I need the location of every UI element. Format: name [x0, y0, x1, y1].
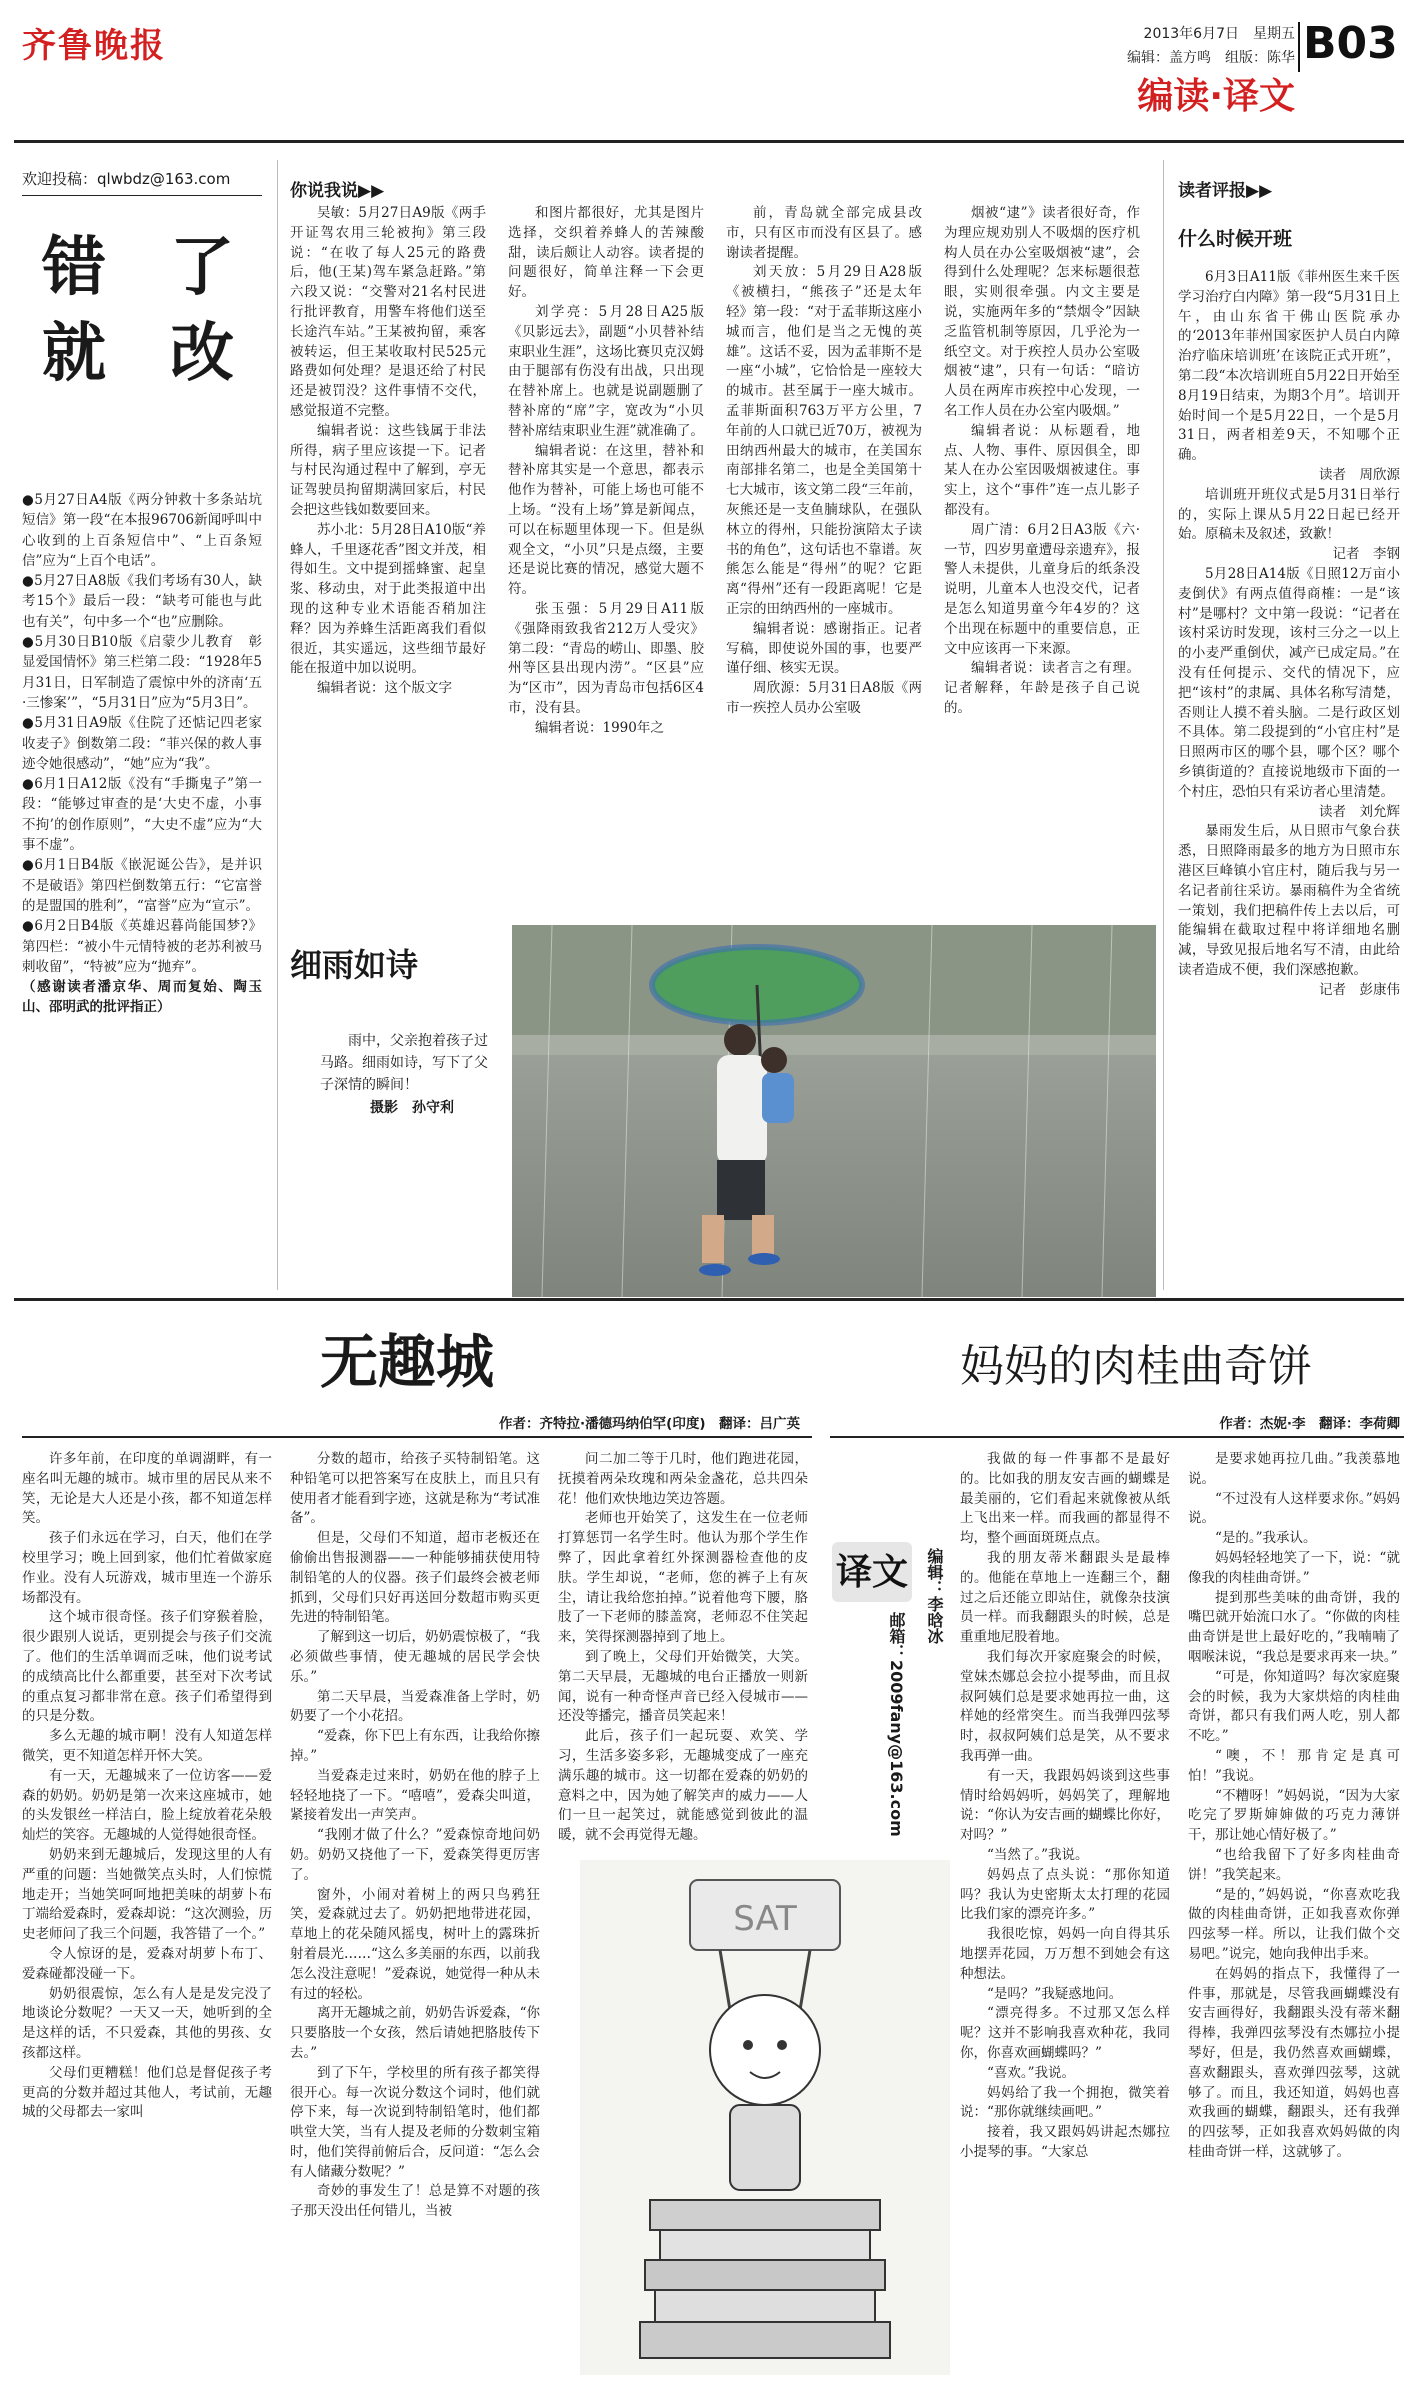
story2-para: 我的朋友蒂米翻跟头是最棒的。他能在草地上一连翻三个，翻过之后还能立即站住，就像杂技演员一样。而我翻跟头的时候，总是重重地尼股着地。 [960, 1549, 1170, 1646]
correction-item: ●5月31日A9版《住院了还惦记四老家收麦子》倒数第二段：“菲兴保的救人事迹令她很感动”，“她”应为“我”。 [22, 715, 262, 772]
story1-para: 奶奶很震惊，怎么有人是是发完没了地谈论分数呢？一天又一天，她听到的全是这样的话，不只爱森，其他的男孩、女孩都这样。 [22, 1985, 272, 2061]
story1-col3 [558, 1450, 808, 1850]
readers-say-para: 苏小北：5月28日A10版“养蜂人，千里逐花香”图文并茂，相得如生。文中提到摇蜂蜜、起皇浆、移动虫，对于此类报道中出现的这种专业术语能否稍加注释？因为养蜂生活距离我们看似很近，其实遥远，这些细节最好能在报道中加以说明。 [290, 521, 486, 677]
story1-col2 [290, 1450, 540, 2375]
readers-say-para: 烟被“逮”》读者很好奇，作为理应规劝别人不吸烟的医疗机构人员在办公室吸烟被“逮”，会得到什么处理呢？怎来标题很惹眼，实则很牵强。内文主要是说，实施两年多的“禁烟令”因缺乏监管机制等原因，几乎沦为一纸空文。对于疾控人员办公室吸烟被“逮”，只有一句话：“暗访人员在两库市疾控中心发现，一名工作人员在办公室内吸烟。” [944, 205, 1140, 419]
story1-para: 这个城市很奇怪。孩子们穿猴着脸，很少跟别人说话，更别提会与孩子们交流了。他们的生活单调而乏味，他们说考试的成绩高比什么都重要，甚至对下次考试的重点复习都非常在意。孩子们希望得到的只是分数。 [22, 1609, 272, 1725]
story1-rule [22, 1436, 812, 1438]
corrections-thanks: （感谢读者潘京华、周而复始、陶玉山、邵明武的批评指正） [22, 979, 262, 1016]
header-rule [14, 140, 1404, 143]
header-divider [1298, 22, 1300, 72]
story1-para: 窗外，小闹对着树上的两只鸟鸦狂笑，爱森就过去了。奶奶把地带进花园，草地上的花朵随风摇曳，树叶上的露珠折射着晨光……“这么多美丽的东西，以前我怎么没注意呢！”爱森说，她觉得一种从未有过的轻松。 [290, 1886, 540, 2002]
readers-say-col4 [944, 204, 1140, 922]
corrections-title-line1: 错 了 [42, 230, 234, 305]
readers-say-para: 吴敏：5月27日A9版《两手开证驾农用三轮被拘》第三段说：“在收了每人25元的路费后，他(王某)驾车紧急赶路。”第六段又说：“交警对21名村民进行批评教育，用警车将他们送至长途汽车站。”王某被拘留，乘客被转运，但王某收取村民525元路费如何处理？是退还给了村民还是被罚没？这件事情不交代，感觉报道不完整。 [290, 205, 486, 419]
story1-para: 但是，父母们不知道，超市老板还在偷偷出售报测器——一种能够捕获使用特制铅笔的人的仪器。孩子们最终会被老师抓到，父母们只好再送回分数超市购买更先进的特制铅笔。 [290, 1530, 540, 1626]
story2-para: 提到那些美味的曲奇饼，我的嘴巴就开始流口水了。“你做的肉桂曲奇饼是世上最好吃的，”我喃喃了咽喉沫说，“我总是要求再来一块。” [1188, 1589, 1400, 1665]
story1-para: 奇妙的事发生了！总是算不对题的孩子那天没出任何错儿，当被 [290, 2183, 540, 2220]
page-number: B03 [1303, 18, 1398, 69]
readers-say-para: 编辑者说：这个版文字 [317, 680, 452, 697]
commentary-signature: 记者 李钢 [1332, 546, 1400, 563]
story1-para: 当爱森走过来时，奶奶在他的脖子上轻轻地挠了一下。“嘻嘻”，爱森尖叫道，紧接着发出一声笑声。 [290, 1767, 540, 1824]
story2-para: 我做的每一件事都不是最好的。比如我的朋友安吉画的蝴蝶是最美丽的，它们看起来就像被从纸上飞出来一样。而我画的都显得不均，整个画面斑斑点点。 [960, 1451, 1170, 1547]
readers-say-para: 周欣源：5月31日A8版《两市一疾控人员办公室吸 [726, 680, 922, 716]
story2-byline: 作者：杰妮·李 翻译：李荷卿 [1219, 1416, 1400, 1432]
story2-rule [830, 1436, 1404, 1438]
translation-editor: 编辑：李晗冰 [925, 1548, 944, 1644]
readers-say-para: 编辑者说：读者言之有理。记者解释，年龄是孩子自己说的。 [944, 660, 1140, 716]
commentary-signature: 记者 彭康伟 [1319, 981, 1400, 998]
newspaper-logo: 齐鲁晚报 [22, 26, 166, 66]
commentary-para: 6月3日A11版《菲州医生来千医学习治疗白内障》第一段“5月31日上午，由山东省干佛山医院承办的‘2013年菲州国家医护人员白内障治疗临床培训班’在该院正式开班”，第二段“本次培训班自5月22日开始至8月19日结束，为期3个月”。培训开始时间一个是5月22日，一个是5月31日，两者相差9天，不知哪个正确。 [1178, 269, 1400, 464]
story2-col2 [1188, 1450, 1400, 2375]
correction-item: ●6月1日B4版《嵌泥诞公告》，是并识不是破语》第四栏倒数第五行：“它富誉的是盟国的胜利”，“富誉”应为“宣示”。 [22, 857, 262, 914]
student-illustration-image [580, 1860, 950, 2375]
story2-para: 我们每次开家庭聚会的时候，堂妹杰娜总会拉小提琴曲，而且叔叔阿姨们总是要求她再拉一曲，这样她的经常突生。而当我弹四弦琴时，叔叔阿姨们总是笑，从不要求我再弹一曲。 [960, 1648, 1170, 1764]
commentary-reply: 培训班开班仪式是5月31日举行的，实际上课从5月22日起已经开始。原稿未及叙述，致歉！ [1178, 486, 1400, 543]
story2-para: “是吗？”我疑惑地问。 [987, 1985, 1123, 2002]
issue-info [1050, 22, 1295, 70]
story2-col1 [960, 1450, 1170, 2375]
story2-para: 是要求她再拉几曲。”我羡慕地说。 [1188, 1451, 1400, 1487]
rain-photo [512, 925, 1156, 1297]
story1-para: 许多年前，在印度的单调湖畔，有一座名叫无趣的城市。城市里的居民从来不笑，无论是大人还是小孩，都不知道怎样笑。 [22, 1451, 272, 1527]
story2-para: “是的。”我承认。 [1215, 1530, 1317, 1547]
contact-rule [22, 195, 262, 196]
student-illustration [580, 1860, 950, 2375]
readers-say-para: 刘天放：5月29日A28版《被横扫，“熊孩子”还是太年轻》第一段：“对于孟菲斯这座小城而言，他们是当之无愧的英雄”。这话不妥，因为孟菲斯不是一座“小城”，它恰恰是一座较大的城市。甚至属于一座大城市。孟菲斯面积763万平方公里，7年前的人口就已近70万，被视为田纳西州最大的城市，在美国东南部排名第二，也是全美国第十七大城市，该文第二段“三年前，灰熊还是一支鱼腩球队，在强队林立的得州，只能扮演陪太子读书的角色”，这句话也不靠谱。灰熊怎么能是“得州”的呢？它距离“得州”还有一段距离呢！它是正宗的田纳西州的一座城市。 [726, 264, 922, 617]
story2-para: “是的，”妈妈说，“你喜欢吃我做的肉桂曲奇饼，正如我喜欢你弹四弦琴一样。所以，让我们做个交易吧。”说完，她向我伸出手来。 [1188, 1886, 1400, 1962]
story1-para: 令人惊讶的是，爱森对胡萝卜布丁、爱森碰都没碰一下。 [22, 1945, 272, 1982]
story2-para: 我很吃惊，妈妈一向自得其乐地摆弄花园，万万想不到她会有这种想法。 [960, 1926, 1170, 1982]
photo-caption: 雨中，父亲抱着孩子过马路。细雨如诗，写下了父子深情的瞬间！ [320, 1033, 488, 1093]
story2-para: 妈妈给了我一个拥抱，微笑着说：“那你就继续画吧。” [960, 2084, 1170, 2121]
story2-para: “可是，你知道吗？每次家庭聚会的时候，我为大家烘焙的肉桂曲奇饼，都只有我们两人吃，别人都不吃。” [1188, 1668, 1400, 1745]
story2-para: “漂亮得多。不过那又怎么样呢？这并不影响我喜欢种花，我同你，你喜欢画蝴蝶吗？” [960, 2005, 1170, 2061]
section-rule [14, 1298, 1404, 1301]
correction-item: ●5月27日A4版《两分钟救十多条站坑短信》第一段“在本报96706新闻呼叫中心收到的上百条短信中”、“上百条短信”应为“上百个电话”。 [22, 492, 262, 569]
issue-date: 2013年6月7日 星期五 [1143, 26, 1295, 42]
commentary-signature: 读者 周欣源 [1319, 466, 1400, 483]
rain-photo-image [512, 925, 1156, 1297]
section-title: 编读·译文 [1137, 76, 1295, 117]
readers-say-para: 周广清：6月2日A3版《六·一节，四岁男童遭母亲遗弃》，报警人未提供，儿童身后的纸条没说明，儿童本人也没交代，记者是怎么知道男童今年4岁的？这个出现在标题中的重要信息，正文中应该再一下来源。 [944, 521, 1140, 657]
story1-para: 多么无趣的城市啊！没有人知道怎样微笑，更不知道怎样开怀大笑。 [22, 1728, 272, 1764]
story1-para: 第二天早晨，当爱森准备上学时，奶奶要了一个小花招。 [290, 1688, 540, 1725]
correction-item: ●6月1日A12版《没有“手撕鬼子”第一段：“能够过审查的是‘大史不虚，小事不拘’的创作原则”，“大史不虚”应为“大事不虚”。 [22, 776, 262, 854]
story1-para: 父母们更糟糕！他们总是督促孩子考更高的分数并超过其他人，考试前，无趣城的父母都去一家叫 [22, 2064, 272, 2121]
story2-para: 有一天，我跟妈妈谈到这些事情时给妈妈听，妈妈笑了，理解地说：“你认为安吉画的蝴蝶比你好，对吗？” [960, 1767, 1170, 1844]
column-divider [277, 160, 278, 1290]
commentary-para: 5月28日A14版《日照12万亩小麦倒伏》有两点值得商榷：一是“该村”是哪村？文中第一段说：“记者在该村采访时发现，该村三分之一以上的小麦严重倒伏，减产已成定局。”在没有任何提示、交代的情况下，应把“该村”的隶属、具体名称写清楚，否则让人摸不着头脑。二是行政区划不具体。第二段提到的“小官庄村”是日照两市区的哪个县，哪个区？哪个乡镇街道的？直接说地级市下面的一个村庄，恐怕只有采访者心里清楚。 [1178, 565, 1400, 800]
story2-para: “噢，不！那肯定是真可怕！”我说。 [1188, 1747, 1400, 1784]
readers-say-para: 编辑者说：感谢指正。记者写稿，即使说外国的事，也要严谨仔细、核实无误。 [726, 620, 922, 677]
story1-byline: 作者：齐特拉·潘德玛纳伯罕(印度) 翻译：吕广英 [499, 1416, 800, 1432]
story1-para: 离开无趣城之前，奶奶告诉爱森，“你只要胳肢一个女孩，然后请她把胳肢传下去。” [290, 2005, 540, 2061]
story1-para: 到了下午，学校里的所有孩子都笑得很开心。每一次说分数这个词时，他们就停下来，每一次说到特制铅笔时，他们都哄堂大笑，当有人提及老师的分数刺宝箱时，他们笑得前俯后合，反问道：“怎么会有人储藏分数呢？” [290, 2064, 540, 2180]
story2-para: “不糟呀！”妈妈说，“因为大家吃完了罗斯婶婶做的巧克力薄饼干，那让她心情好极了。” [1188, 1787, 1400, 1844]
story1-para: 了解到这一切后，奶奶震惊极了，“我必须做些事情，使无趣城的居民学会快乐。” [290, 1629, 540, 1685]
translation-badge [832, 1542, 912, 1602]
readers-say-para: 编辑者说：在这里，替补和替补席其实是一个意思，都表示他作为替补，可能上场也可能不上场。“没有上场”算是新闻点，可以在标题里体现一下。但是纵观全文，“小贝”只是点缀，主要还是说比赛的情况，感觉大题不符。 [508, 442, 704, 598]
story2-para: “当然了。”我说。 [987, 1846, 1089, 1863]
story2-para: 接着，我又跟妈妈讲起杰娜拉小提琴的事。“大家总 [960, 2124, 1170, 2160]
readers-say-para: 刘学亮：5月28日A25版《贝影远去》，副题“小贝替补结束职业生涯”，这场比赛贝克汉姆由于腿部有伤没有出战，只出现在替补席上。也就是说副题删了替补席的“席”字，宽改为“小贝替补席结束职业生涯”就准确了。 [508, 303, 704, 439]
story2-para: “也给我留下了好多肉桂曲奇饼！”我笑起来。 [1188, 1846, 1400, 1883]
readers-say-para: 和图片都很好，尤其是图片选择，交织着养蜂人的苦辣酸甜，读后颇让人动容。读者提的问题很好，简单注释一下会更好。 [508, 205, 704, 301]
corrections-title [42, 225, 252, 397]
commentary-reply: 暴雨发生后，从日照市气象台获悉，日照降雨最多的地方为日照市东港区巨峰镇小官庄村，随后我与另一名记者前往采访。暴雨稿件为全省统一策划，我们把稿件传上去以后，可能编辑在截取过程中将详细地名删减，导致见报后地名写不清，由此给读者造成不便，我们深感抱歉。 [1178, 823, 1400, 978]
story1-para: 分数的超市，给孩子买特制铅笔。这种铅笔可以把答案写在皮肤上，而且只有使用者才能看到字迹，这就是称为“考试准备”。 [290, 1451, 540, 1527]
illustration-sign: SAT [733, 1899, 797, 1939]
readers-say-col1 [290, 204, 486, 922]
corrections-list [22, 490, 262, 1290]
readers-say-para: 编辑者说：这些钱属于非法所得，病子里应该提一下。记者与村民沟通过程中了解到，亭无证驾驶员拘留期满回家后，村民会把这些钱如数要回来。 [290, 422, 486, 518]
readers-say-para: 编辑者说：1990年之 [535, 719, 664, 736]
story2-title: 妈妈的肉桂曲奇饼 [960, 1341, 1312, 1392]
story1-para: 孩子们永远在学习，白天，他们在学校里学习；晚上回到家，他们忙着做家庭作业。没有人玩游戏，城市里连一个游乐场都没有。 [22, 1530, 272, 1606]
story2-para: 妈妈轻轻地笑了一下，说：“就像我的肉桂曲奇饼。” [1188, 1549, 1400, 1586]
correction-item: ●5月27日A8版《我们考场有30人，缺考15个》最后一段：“缺考可能也与此也有关”，句中多一个“也”应删除。 [22, 573, 262, 630]
contact-line: 欢迎投稿：qlwbdz@163.com [22, 170, 231, 188]
issue-editors: 编辑：盖方鸣 组版：陈华 [1127, 50, 1295, 66]
story1-title: 无趣城 [320, 1328, 495, 1396]
story1-para: 此后，孩子们一起玩耍、欢笑、学习，生活多姿多彩，无趣城变成了一座充满乐趣的城市。这一切都在爱森的奶奶的意料之中，因为她了解笑声的威力——人们一旦一起笑过，就能感觉到彼此的温暖，就不会再觉得无趣。 [558, 1728, 808, 1844]
story1-para: “我刚才做了什么？”爱森惊奇地问奶奶。奶奶又挠他了一下，爱森笑得更厉害了。 [290, 1827, 540, 1883]
corrections-title-line2: 就 改 [42, 316, 234, 391]
commentary-title: 什么时候开班 [1178, 228, 1293, 250]
translation-label: 译文 [835, 1551, 908, 1593]
story1-col1 [22, 1450, 272, 2375]
readers-say-para: 张玉强：5月29日A11版《强降雨致我省212万人受灾》第二段：“青岛的崂山、即墨、胶州等区县出现内涝”。“区县”应为“区市”，因为青岛市包括6区4市，没有县。 [508, 600, 704, 716]
commentary-signature: 读者 刘允辉 [1319, 803, 1400, 820]
readers-say-col2 [508, 204, 704, 922]
correction-item: ●6月2日B4版《英雄迟暮尚能国梦?》第四栏：“被小牛元情特被的老苏利被马刺收留”，“特被”应为“抛弃”。 [22, 918, 262, 975]
story1-para: 问二加二等于几时，他们跑进花园，抚摸着两朵玫瑰和两朵金盏花，总共四朵花！他们欢快地边笑边答题。 [558, 1451, 808, 1507]
story2-para: “不过没有人这样要求你。”妈妈说。 [1188, 1490, 1400, 1527]
story2-para: “喜欢。”我说。 [987, 2064, 1076, 2081]
correction-item: ●5月30日B10版《启蒙少儿教育 彰显爱国情怀》第三栏第二段：“1928年5月31日，日军制造了震惊中外的济南‘五·三惨案’”，“5月31日”应为“5月3日”。 [22, 634, 262, 711]
commentary-heading: 读者评报▶▶ [1178, 181, 1273, 201]
column-divider [1163, 160, 1164, 1290]
readers-say-para: 编辑者说：从标题看，地点、人物、事件、原因俱全，即某人在办公室因吸烟被逮住。事实上，这个“事件”连一点儿影子都没有。 [944, 422, 1140, 518]
story1-para: 有一天，无趣城来了一位访客——爱森的奶奶。奶奶是第一次来这座城市，她的头发银丝一样洁白，脸上绽放着花朵般灿烂的笑容。无趣城的人觉得她很奇怪。 [22, 1767, 272, 1844]
story1-para: 到了晚上，父母们开始微笑，大笑。第二天早晨，无趣城的电台正播放一则新闻，说有一种奇怪声音已经入侵城市——还没等播完，播音员笑起来！ [558, 1648, 808, 1725]
commentary-body [1178, 268, 1400, 1288]
story1-para: “爱森，你下巴上有东西，让我给你擦掉。” [290, 1728, 540, 1764]
translation-email: 邮箱：2009fany@163.com [887, 1612, 906, 1837]
story2-para: 在妈妈的指点下，我懂得了一件事，那就是，尽管我画蝴蝶没有安吉画得好，我翻跟头没有蒂米翻得棒，我弹四弦琴没有杰娜拉小提琴好，但是，我仍然喜欢画蝴蝶，喜欢翻跟头，喜欢弹四弦琴，这就够了。而且，我还知道，妈妈也喜欢我画的蝴蝶，翻跟头，还有我弹的四弦琴，正如我喜欢妈妈做的肉桂曲奇饼一样，这就够了。 [1188, 1965, 1400, 2160]
story1-para: 奶奶来到无趣城后，发现这里的人有严重的问题：当她微笑点头时，人们惊慌地走开；当她笑呵呵地把美味的胡萝卜布丁端给爱森时，爱森却说：“这次测验，历史老师问了我三个问题，我答错了一个。” [22, 1846, 272, 1943]
readers-say-para: 前，青岛就全部完成县改市，只有区市而没有区县了。感谢读者提醒。 [726, 205, 922, 261]
story1-para: 老师也开始笑了，这发生在一位老师打算惩罚一名学生时。他认为那个学生作弊了，因此拿着红外探测器检查他的皮肤。学生却说，“老师，您的裤子上有灰尘，请让我给您拍掉。”说着他弯下腰，胳肢了一下老师的膝盖窝，老师忍不住笑起来，笑得探测器掉到了地上。 [558, 1510, 808, 1646]
photo-credit: 摄影 孙守利 [370, 1100, 454, 1116]
story2-para: 妈妈点了点头说：“那你知道吗？我认为史密斯太太打理的花园比我们家的漂亮许多。” [960, 1866, 1170, 1923]
readers-say-heading: 你说我说▶▶ [290, 181, 385, 201]
readers-say-col3 [726, 204, 922, 922]
photo-title: 细雨如诗 [290, 946, 419, 984]
